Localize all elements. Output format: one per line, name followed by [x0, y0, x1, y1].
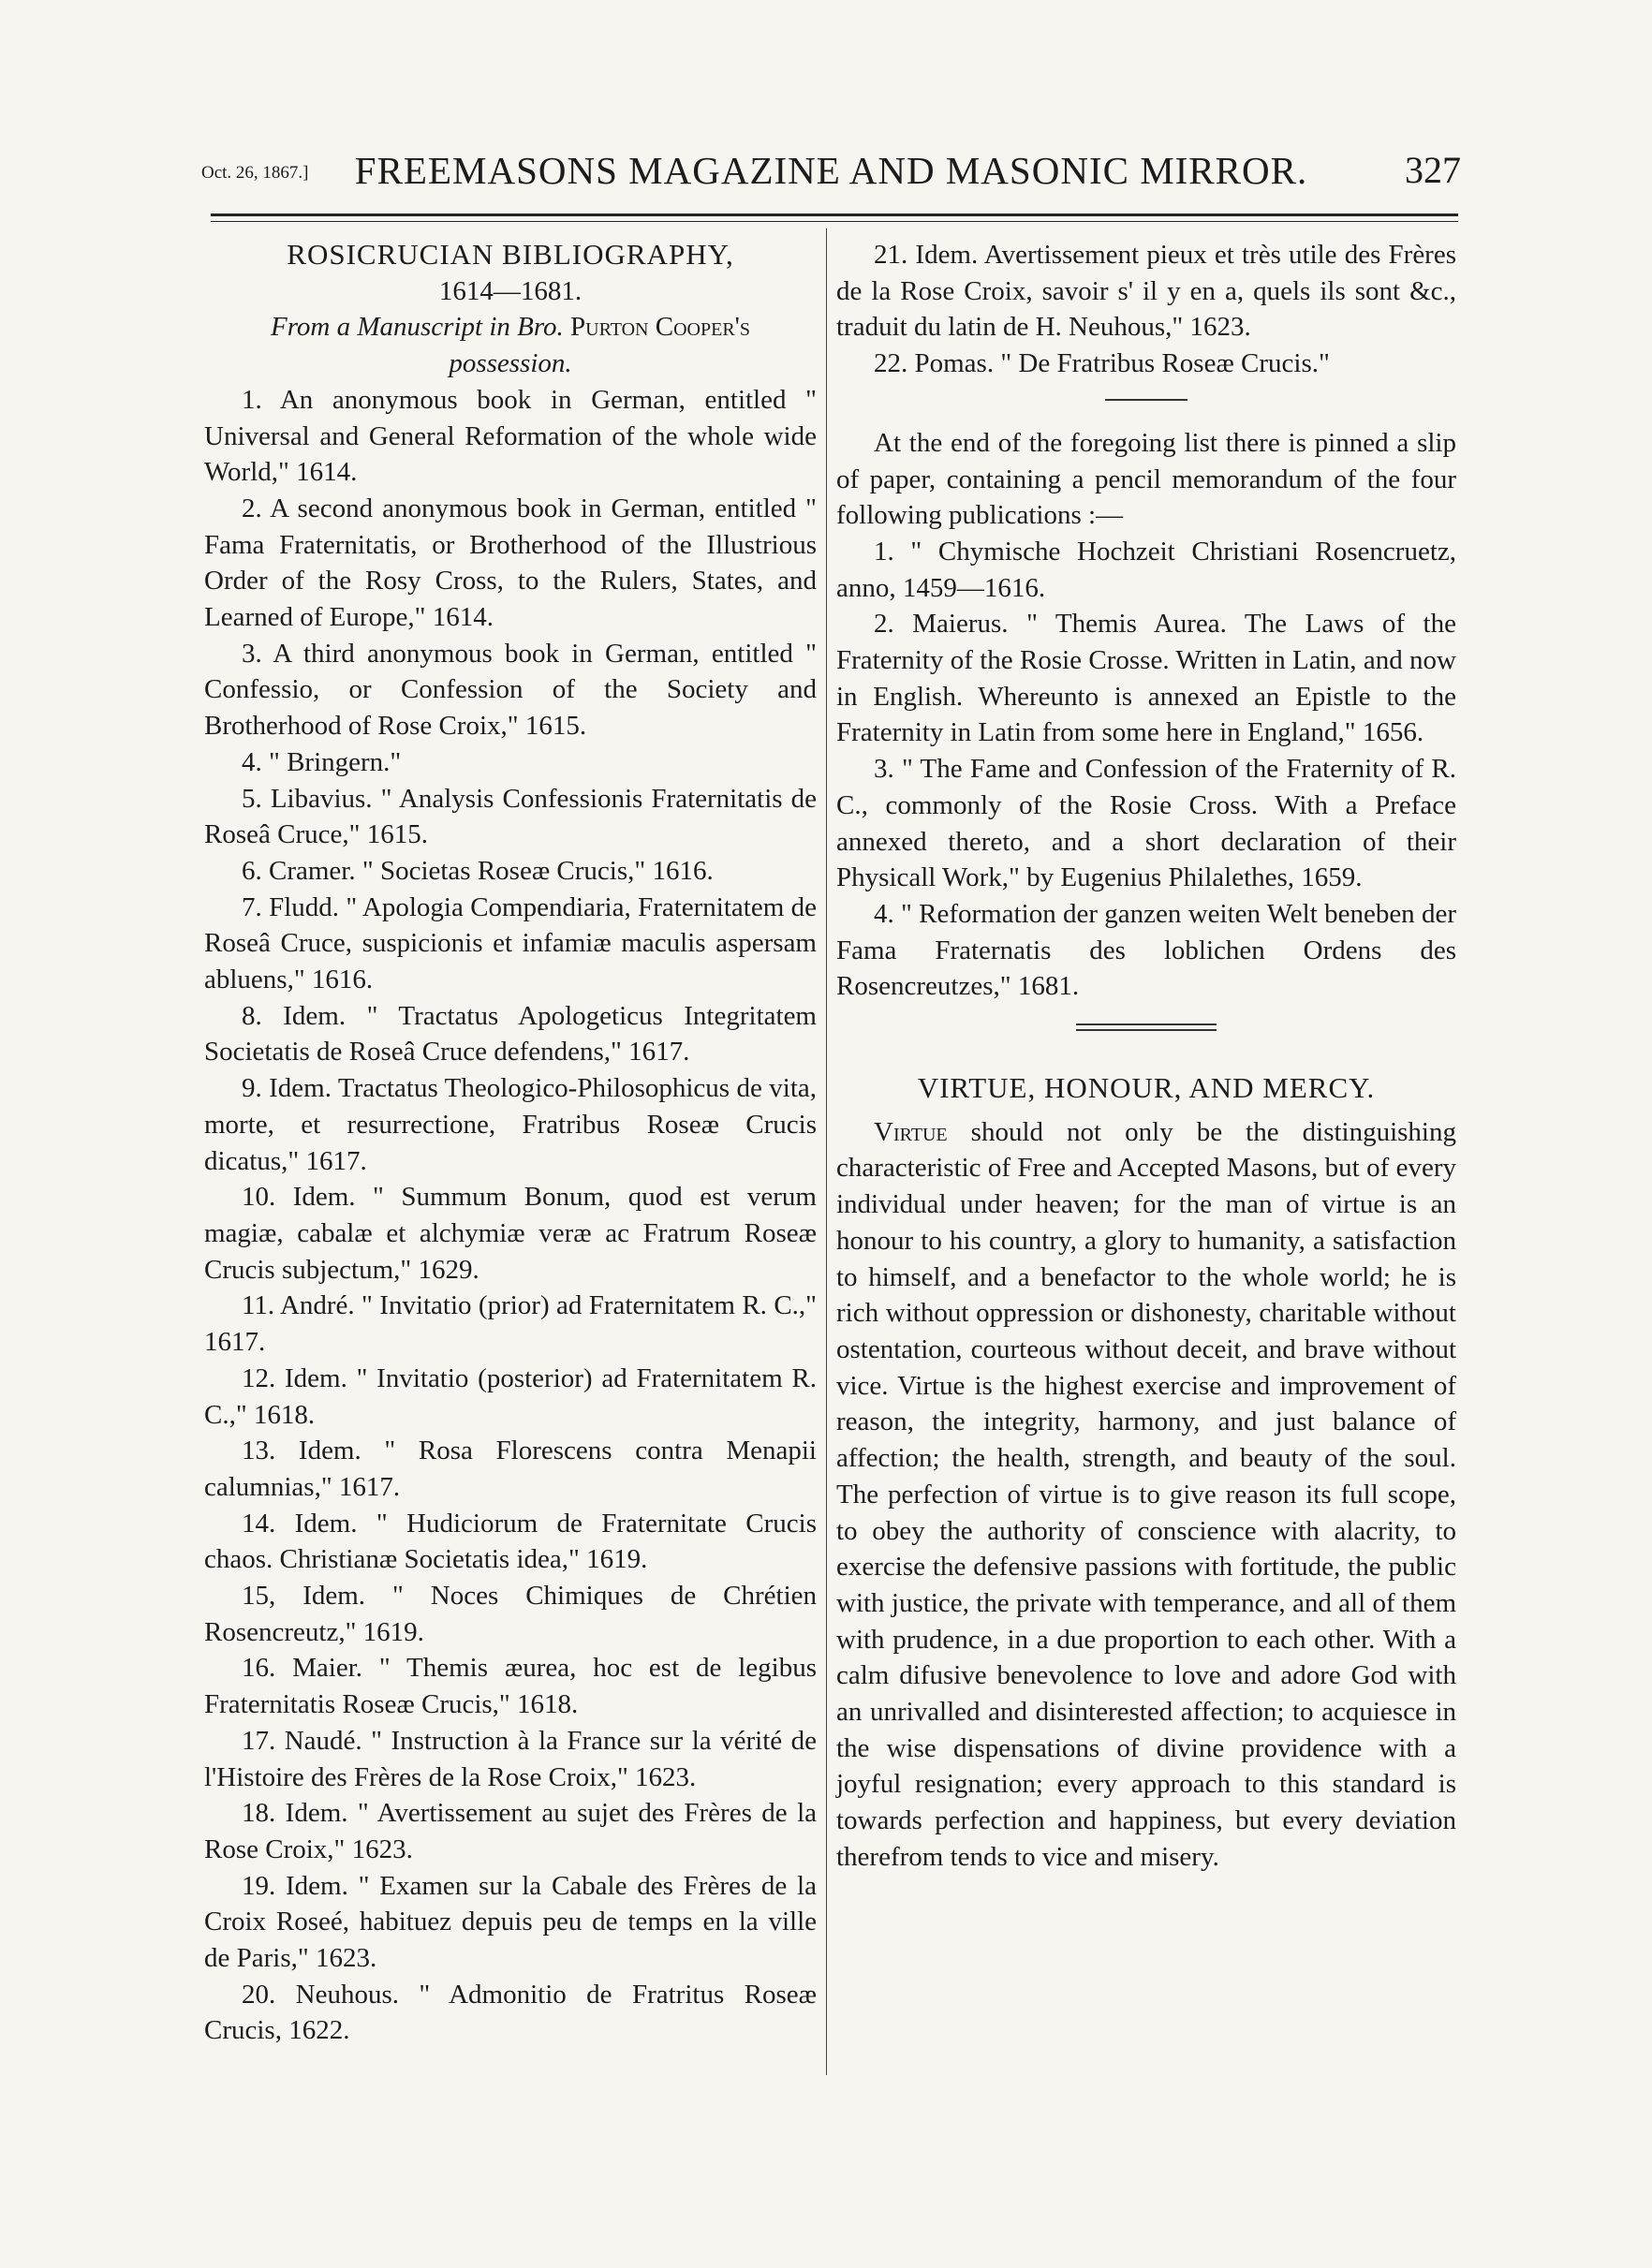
- bibliography-source: [204, 309, 817, 346]
- memorandum-entry: 2. Maierus. " Themis Aurea. The Laws of the Fraternity of the Rosie Crosse. Written in Latin, and now in English. Whereunto is annexed an Epistle to the Fraternity in Latin from some here in England," 1656.: [836, 609, 1456, 748]
- column-divider: [826, 228, 827, 2075]
- bibliography-entry: 1. An anonymous book in German, entitled " Universal and General Reformation of the whole wide World," 1614.: [204, 384, 817, 488]
- memorandum-entry: 1. " Chymische Hochzeit Christiani Rosencruetz, anno, 1459—1616.: [836, 536, 1456, 603]
- article-lead-word: Virtue: [874, 1116, 948, 1147]
- bibliography-entry: 9. Idem. Tractatus Theologico-Philosophicus de vita, morte, et resurrectione, Fratribus Roseæ Crucis dicatus," 1617.: [204, 1073, 817, 1176]
- bibliography-entry: 6. Cramer. " Societas Roseæ Crucis," 1616.: [242, 855, 714, 886]
- memorandum-entry: 4. " Reformation der ganzen weiten Welt beneben der Fama Fraternatis des loblichen Ordens des Rosencreutzes," 1681.: [836, 898, 1456, 1002]
- bibliography-entry: 19. Idem. " Examen sur la Cabale des Frères de la Croix Roseé, habituez depuis peu de temps en la ville de Paris," 1623.: [204, 1870, 817, 1974]
- bibliography-source-cont: possession.: [449, 348, 572, 379]
- source-text: From a Manuscript in Bro.: [270, 312, 564, 343]
- bibliography-entry: 17. Naudé. " Instruction à la France sur la vérité de l'Histoire des Frères de la Rose Croix," 1623.: [204, 1725, 817, 1792]
- bibliography-entry: 20. Neuhous. " Admonitio de Fratritus Roseæ Crucis, 1622.: [204, 1979, 817, 2046]
- page-number: 327: [1405, 149, 1461, 191]
- bibliography-entry: 5. Libavius. " Analysis Confessionis Fraternitatis de Roseâ Cruce," 1615.: [204, 783, 817, 850]
- bibliography-heading: ROSICRUCIAN BIBLIOGRAPHY,: [287, 238, 734, 271]
- bibliography-entry: 4. " Bringern.": [242, 746, 402, 777]
- bibliography-entry: 18. Idem. " Avertissement au sujet des Frères de la Rose Croix," 1623.: [204, 1798, 817, 1864]
- source-name: Purton Cooper's: [570, 312, 751, 343]
- bibliography-entry: 22. Pomas. " De Fratribus Roseæ Crucis.": [874, 348, 1330, 379]
- memorandum-entry: 3. " The Fame and Confession of the Fraternity of R. C., commonly of the Rosie Cross. With a Preface annexed thereto, and a short declaration of their Physicall Work," by Eugenius Philalethes, 1659.: [836, 754, 1456, 893]
- header-rule-thick: [211, 214, 1458, 216]
- bibliography-entry: 16. Maier. " Themis æurea, hoc est de legibus Fraternitatis Roseæ Crucis," 1618.: [204, 1653, 817, 1720]
- bibliography-entry: 2. A second anonymous book in German, entitled " Fama Fraternitatis, or Brotherhood of the Illustrious Order of the Rosy Cross, to the Rulers, States, and Learned of Europe," 1614.: [204, 493, 817, 633]
- page-header: [201, 148, 1461, 204]
- bibliography-entry: 8. Idem. " Tractatus Apologeticus Integritatem Societatis de Roseâ Cruce defendens," 1617.: [204, 1000, 817, 1068]
- bibliography-years: 1614—1681.: [438, 275, 583, 306]
- article-body: [836, 1114, 1456, 1876]
- article-separator: [1076, 1024, 1217, 1031]
- header-rule-thin: [211, 221, 1458, 222]
- bibliography-entry: 10. Idem. " Summum Bonum, quod est verum magiæ, cabalæ et alchymiæ veræ ac Fratrum Roseæ Crucis subjectum," 1629.: [204, 1182, 817, 1285]
- bibliography-entry: 11. André. " Invitatio (prior) ad Fraternitatem R. C.," 1617.: [204, 1290, 817, 1358]
- bibliography-entry: 3. A third anonymous book in German, entitled " Confessio, or Confession of the Society and Brotherhood of Rose Croix," 1615.: [204, 638, 817, 742]
- left-column: [204, 237, 817, 2049]
- bibliography-entry: 21. Idem. Avertissement pieux et très utile des Frères de la Rose Croix, savoir s' il y en a, quels ils sont &c., traduit du latin de H. Neuhous," 1623.: [836, 240, 1456, 343]
- publication-title: FREEMASONS MAGAZINE AND MASONIC MIRROR.: [354, 149, 1308, 192]
- bibliography-entry: 12. Idem. " Invitatio (posterior) ad Fraternitatem R. C.," 1618.: [204, 1362, 817, 1430]
- section-rule: [1105, 399, 1187, 401]
- issue-date: Oct. 26, 1867.]: [201, 163, 309, 183]
- bibliography-entry: 14. Idem. " Hudiciorum de Fraternitate Crucis chaos. Christianæ Societatis idea," 1619.: [204, 1508, 817, 1575]
- bibliography-entry: 7. Fludd. " Apologia Compendiaria, Fraternitatem de Roseâ Cruce, suspicionis et infamiæ maculis aspersam abluens," 1616.: [204, 891, 817, 995]
- memorandum-note: At the end of the foregoing list there is pinned a slip of paper, containing a pencil memorandum of the four following publications :—: [836, 427, 1456, 531]
- article-text: should not only be the distinguishing characteristic of Free and Accepted Masons, but of every individual under heaven; for the man of virtue is an honour to his country, a glory to humanity, a satisfaction to himself, and a benefactor to the whole world; he is rich without oppression or dishonesty, charitable without ostentation, courteous without deceit, and brave without vice. Virtue is the highest exercise and improvement of reason, the integrity, harmony, and just balance of affection; the health, strength, and beauty of the soul. The perfection of virtue is to give reason its full scope, to obey the authority of conscience with alacrity, to exercise the defensive passions with fortitude, the public with justice, the private with temperance, and all of them with prudence, in a due proportion to each other. With a calm difusive benevolence to love and adore God with an unrivalled and disinterested affection; to acquiesce in the wise dispensations of divine providence with a joyful resignation; every approach to this standard is towards perfection and happiness, but every deviation therefrom tends to vice and misery.: [836, 1116, 1456, 1872]
- heading-gap: [836, 1107, 1456, 1114]
- bibliography-entry: 15, Idem. " Noces Chimiques de Chrétien Rosencreutz," 1619.: [204, 1581, 817, 1647]
- bibliography-entry: 13. Idem. " Rosa Florescens contra Menapii calumnias," 1617.: [204, 1436, 817, 1502]
- right-column: [836, 237, 1456, 1876]
- article-heading: VIRTUE, HONOUR, AND MERCY.: [917, 1071, 1376, 1105]
